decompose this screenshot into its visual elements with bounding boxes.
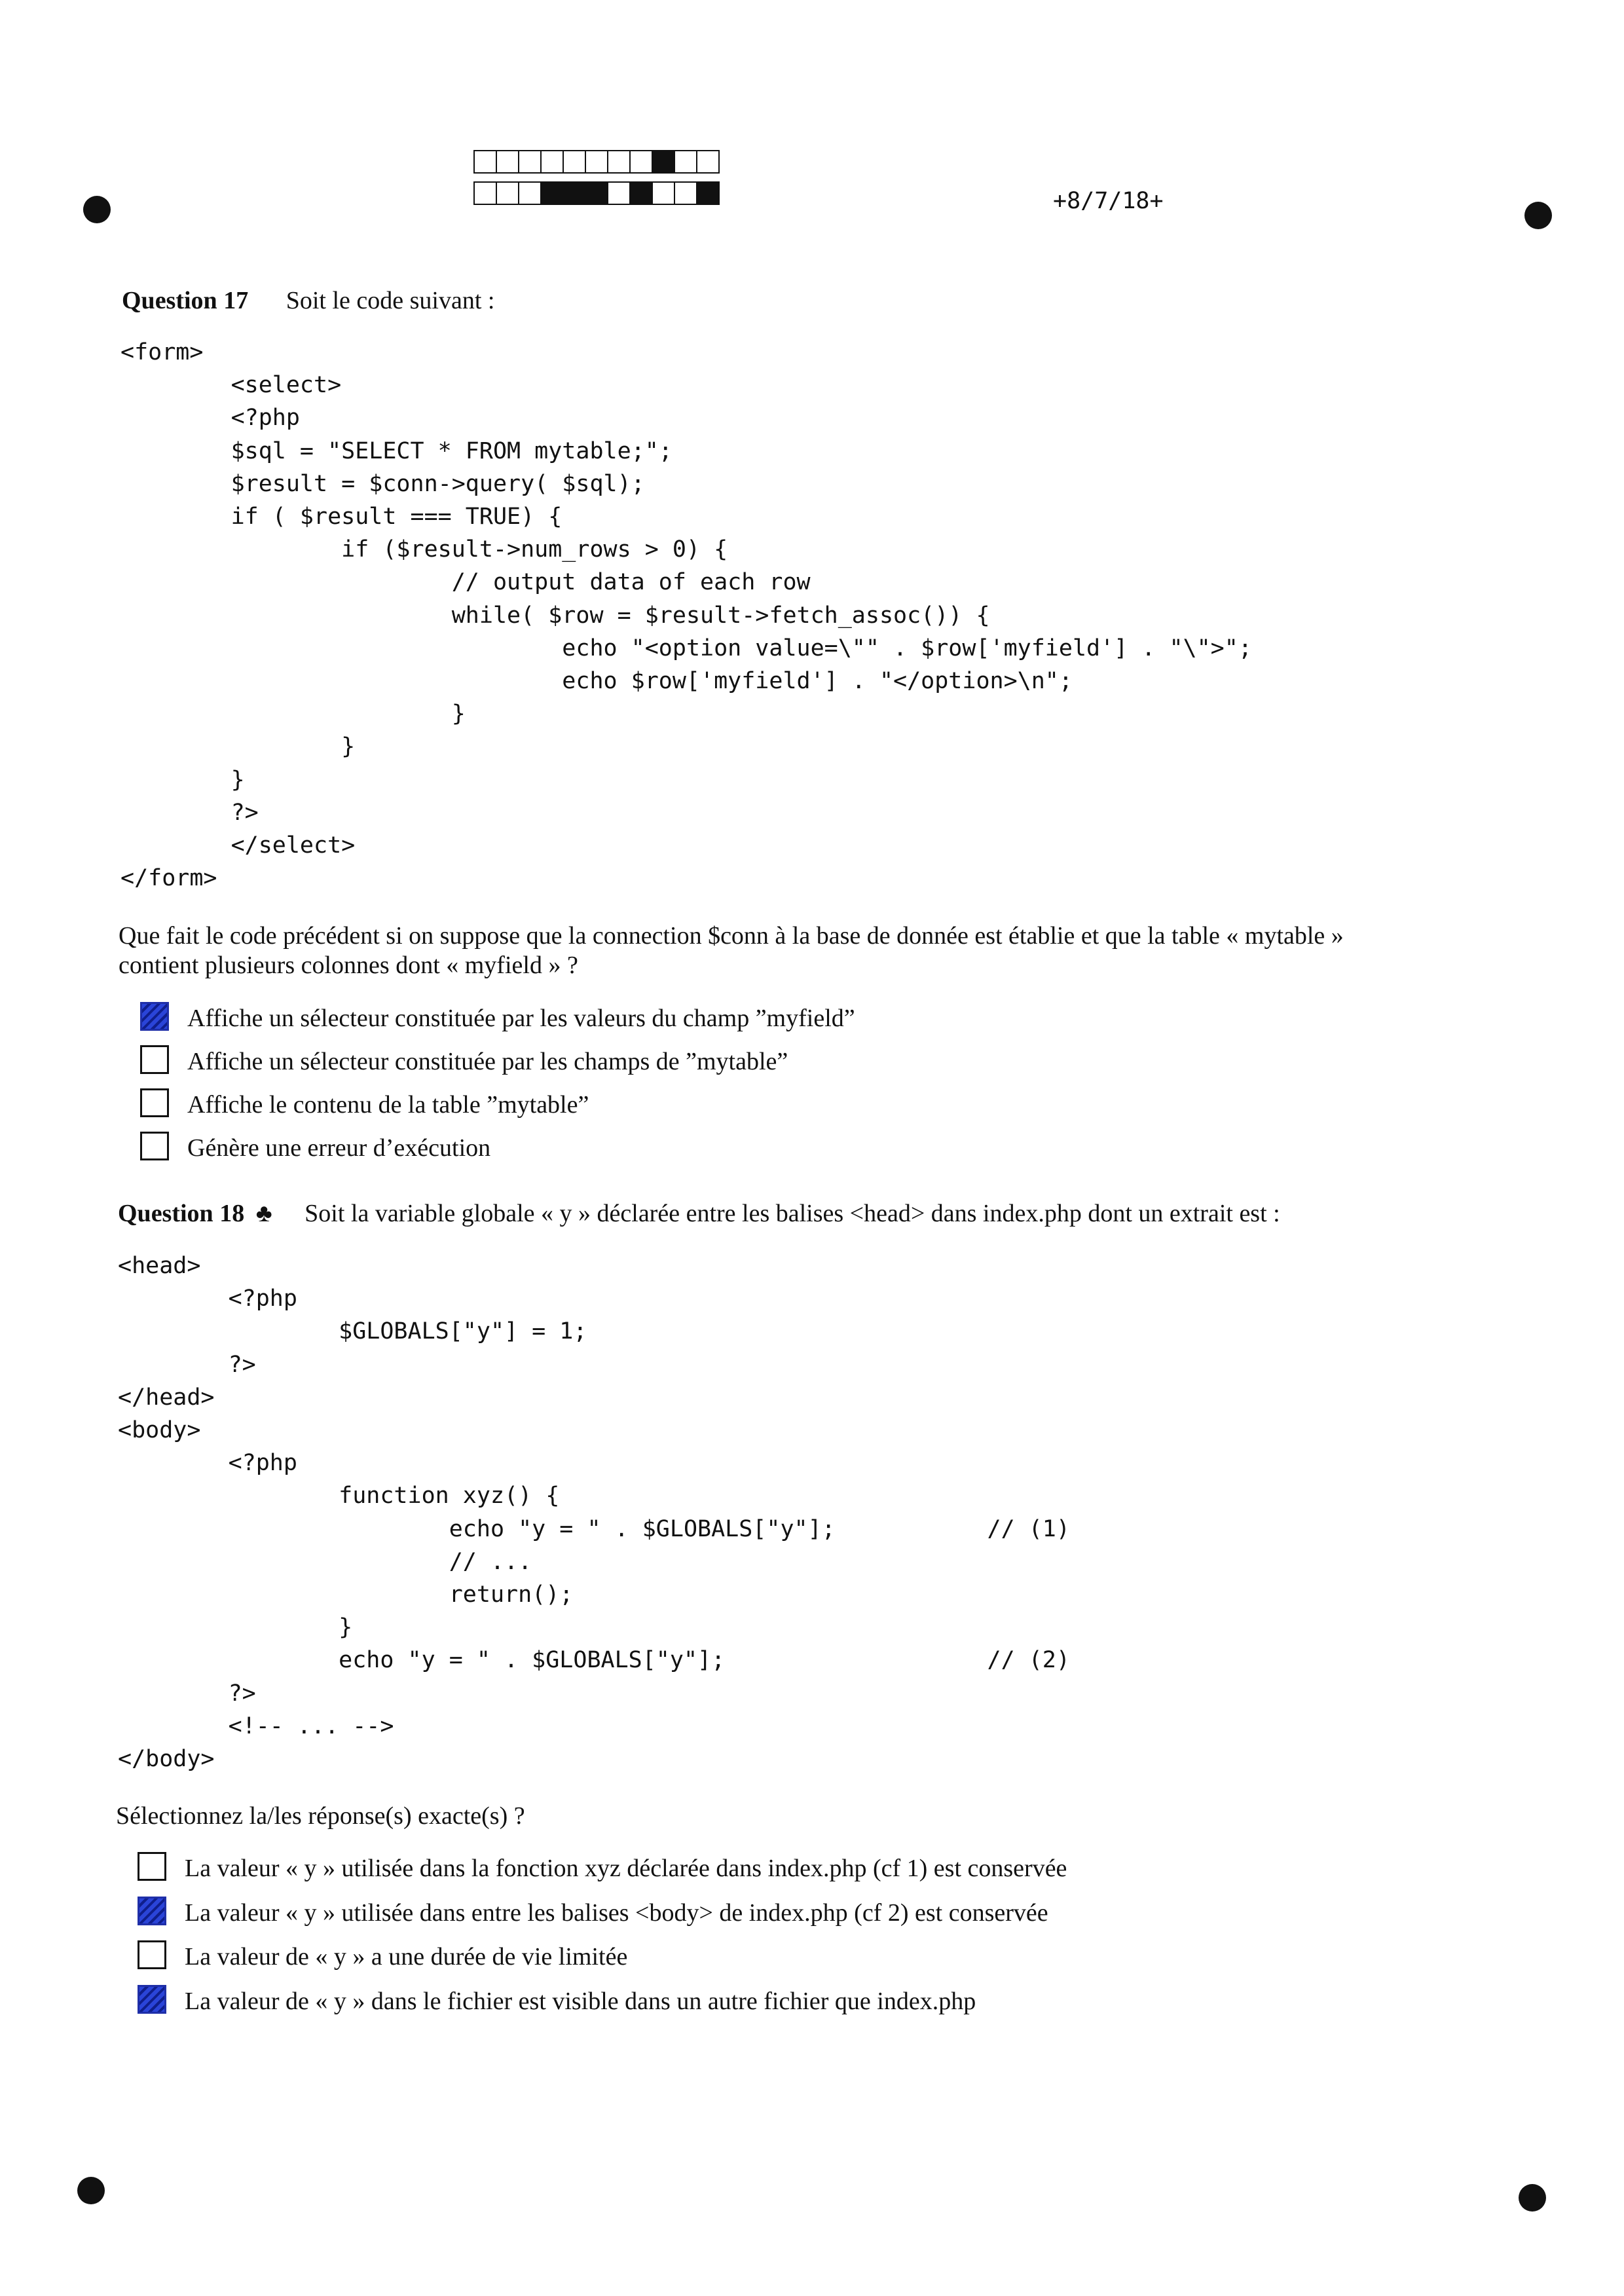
code-line: echo "y = " . $GLOBALS["y"]; // (2) [118,1647,1070,1674]
checked-checkbox[interactable] [138,1897,166,1925]
id-grid-cell [674,150,697,174]
code-line: ?> [120,799,259,826]
answer-label: Génère une erreur d’exécution [187,1134,491,1162]
checkbox[interactable] [138,1852,166,1881]
code-line: <?php [120,405,300,432]
answer-label: La valeur de « y » dans le fichier est visible dans un autre fichier que index.php [185,1988,976,2015]
id-grid-cell [607,150,631,174]
registration-dot-bottom-left [77,2177,105,2204]
answer-label: Affiche un sélecteur constituée par les champs de ”mytable” [187,1048,788,1075]
code-line: $result = $conn->query( $sql); [120,470,645,497]
id-grid-cell [473,150,497,174]
id-grid-cell [674,181,697,205]
checkbox[interactable] [140,1088,169,1117]
id-grid-cell [563,150,586,174]
code-line: } [120,733,356,760]
question-18-text: Sélectionnez la/les réponse(s) exacte(s) ? [116,1802,525,1830]
question-17-text-line-2: contient plusieurs colonnes dont « myfield » ? [119,952,578,979]
code-line: $sql = "SELECT * FROM mytable;"; [120,437,673,464]
checkbox[interactable] [140,1045,169,1074]
registration-dot-top-right [1524,202,1552,229]
code-line: } [120,701,466,728]
code-line: </select> [120,832,356,859]
code-line: <select> [120,372,342,399]
question-number: Question 17 [122,287,249,314]
id-grid-cell [696,181,720,205]
id-grid-cell [563,181,586,205]
answer-label: Affiche le contenu de la table ”mytable” [187,1091,589,1119]
id-grid-row-2 [473,181,718,205]
question-17-heading [122,286,494,316]
checkbox[interactable] [138,1940,166,1969]
checkbox[interactable] [140,1132,169,1160]
id-grid-cell [629,181,653,205]
code-line: while( $row = $result->fetch_assoc()) { [120,602,990,629]
id-grid-cell [696,150,720,174]
registration-dot-top-left [83,196,111,223]
code-line: return(); [118,1582,574,1608]
id-grid-cell [652,181,675,205]
id-grid-cell [540,150,564,174]
code-line: <!-- ... --> [118,1713,394,1739]
question-17-text-line-1: Que fait le code précédent si on suppose que la connection $conn à la base de donnée est établie et que la table « mytable » [119,922,1344,950]
id-grid-cell [607,181,631,205]
question-number: Question 18 [118,1200,245,1227]
code-line: if ( $result === TRUE) { [120,504,563,530]
code-line: <?php [118,1286,297,1312]
code-line: </head> [118,1384,215,1411]
id-grid-cell [518,150,542,174]
club-icon: ♣ [255,1200,272,1227]
answer-label: La valeur de « y » a une durée de vie limitée [185,1943,628,1971]
code-line: <?php [118,1450,297,1477]
code-line: function xyz() { [118,1483,560,1509]
code-line: ?> [118,1680,256,1707]
code-line: <form> [120,339,204,365]
id-grid-cell [473,181,497,205]
question-intro: Soit le code suivant : [286,287,495,314]
code-line: </body> [118,1746,215,1773]
id-grid-cell [652,150,675,174]
id-grid-cell [540,181,564,205]
registration-dot-bottom-right [1519,2184,1546,2212]
code-line: ?> [118,1351,256,1378]
page-code: +8/7/18+ [1053,188,1164,214]
code-line: $GLOBALS["y"] = 1; [118,1318,587,1345]
code-block-q18 [118,1250,1070,1775]
code-line: echo "<option value=\"" . $row['myfield'] . "\">"; [120,635,1252,661]
id-grid-cell [496,181,519,205]
answer-label: La valeur « y » utilisée dans entre les balises <body> de index.php (cf 2) est conservée [185,1899,1048,1927]
question-18-heading [118,1198,1280,1229]
code-line: </form> [120,865,217,892]
question-intro: Soit la variable globale « y » déclarée entre les balises <head> dans index.php dont un extrait est : [304,1200,1280,1227]
code-line: } [118,1614,353,1641]
code-line: echo $row['myfield'] . "</option>\n"; [120,668,1073,695]
id-grid-cell [496,150,519,174]
id-grid-cell [585,150,608,174]
checked-checkbox[interactable] [138,1985,166,2014]
code-line: echo "y = " . $GLOBALS["y"]; // (1) [118,1515,1070,1542]
id-grid-cell [585,181,608,205]
checked-checkbox[interactable] [140,1002,169,1031]
answer-label: La valeur « y » utilisée dans la fonction xyz déclarée dans index.php (cf 1) est conservée [185,1855,1067,1882]
code-line: // output data of each row [120,569,811,596]
code-line: <body> [118,1417,201,1444]
id-grid-cell [518,181,542,205]
code-line: if ($result->num_rows > 0) { [120,536,728,563]
code-line: } [120,766,245,793]
code-block-q17 [120,336,1252,895]
code-line: // ... [118,1548,532,1575]
id-grid-cell [629,150,653,174]
answer-label: Affiche un sélecteur constituée par les valeurs du champ ”myfield” [187,1005,855,1032]
code-line: <head> [118,1253,201,1279]
id-grid-row-1 [473,150,718,174]
